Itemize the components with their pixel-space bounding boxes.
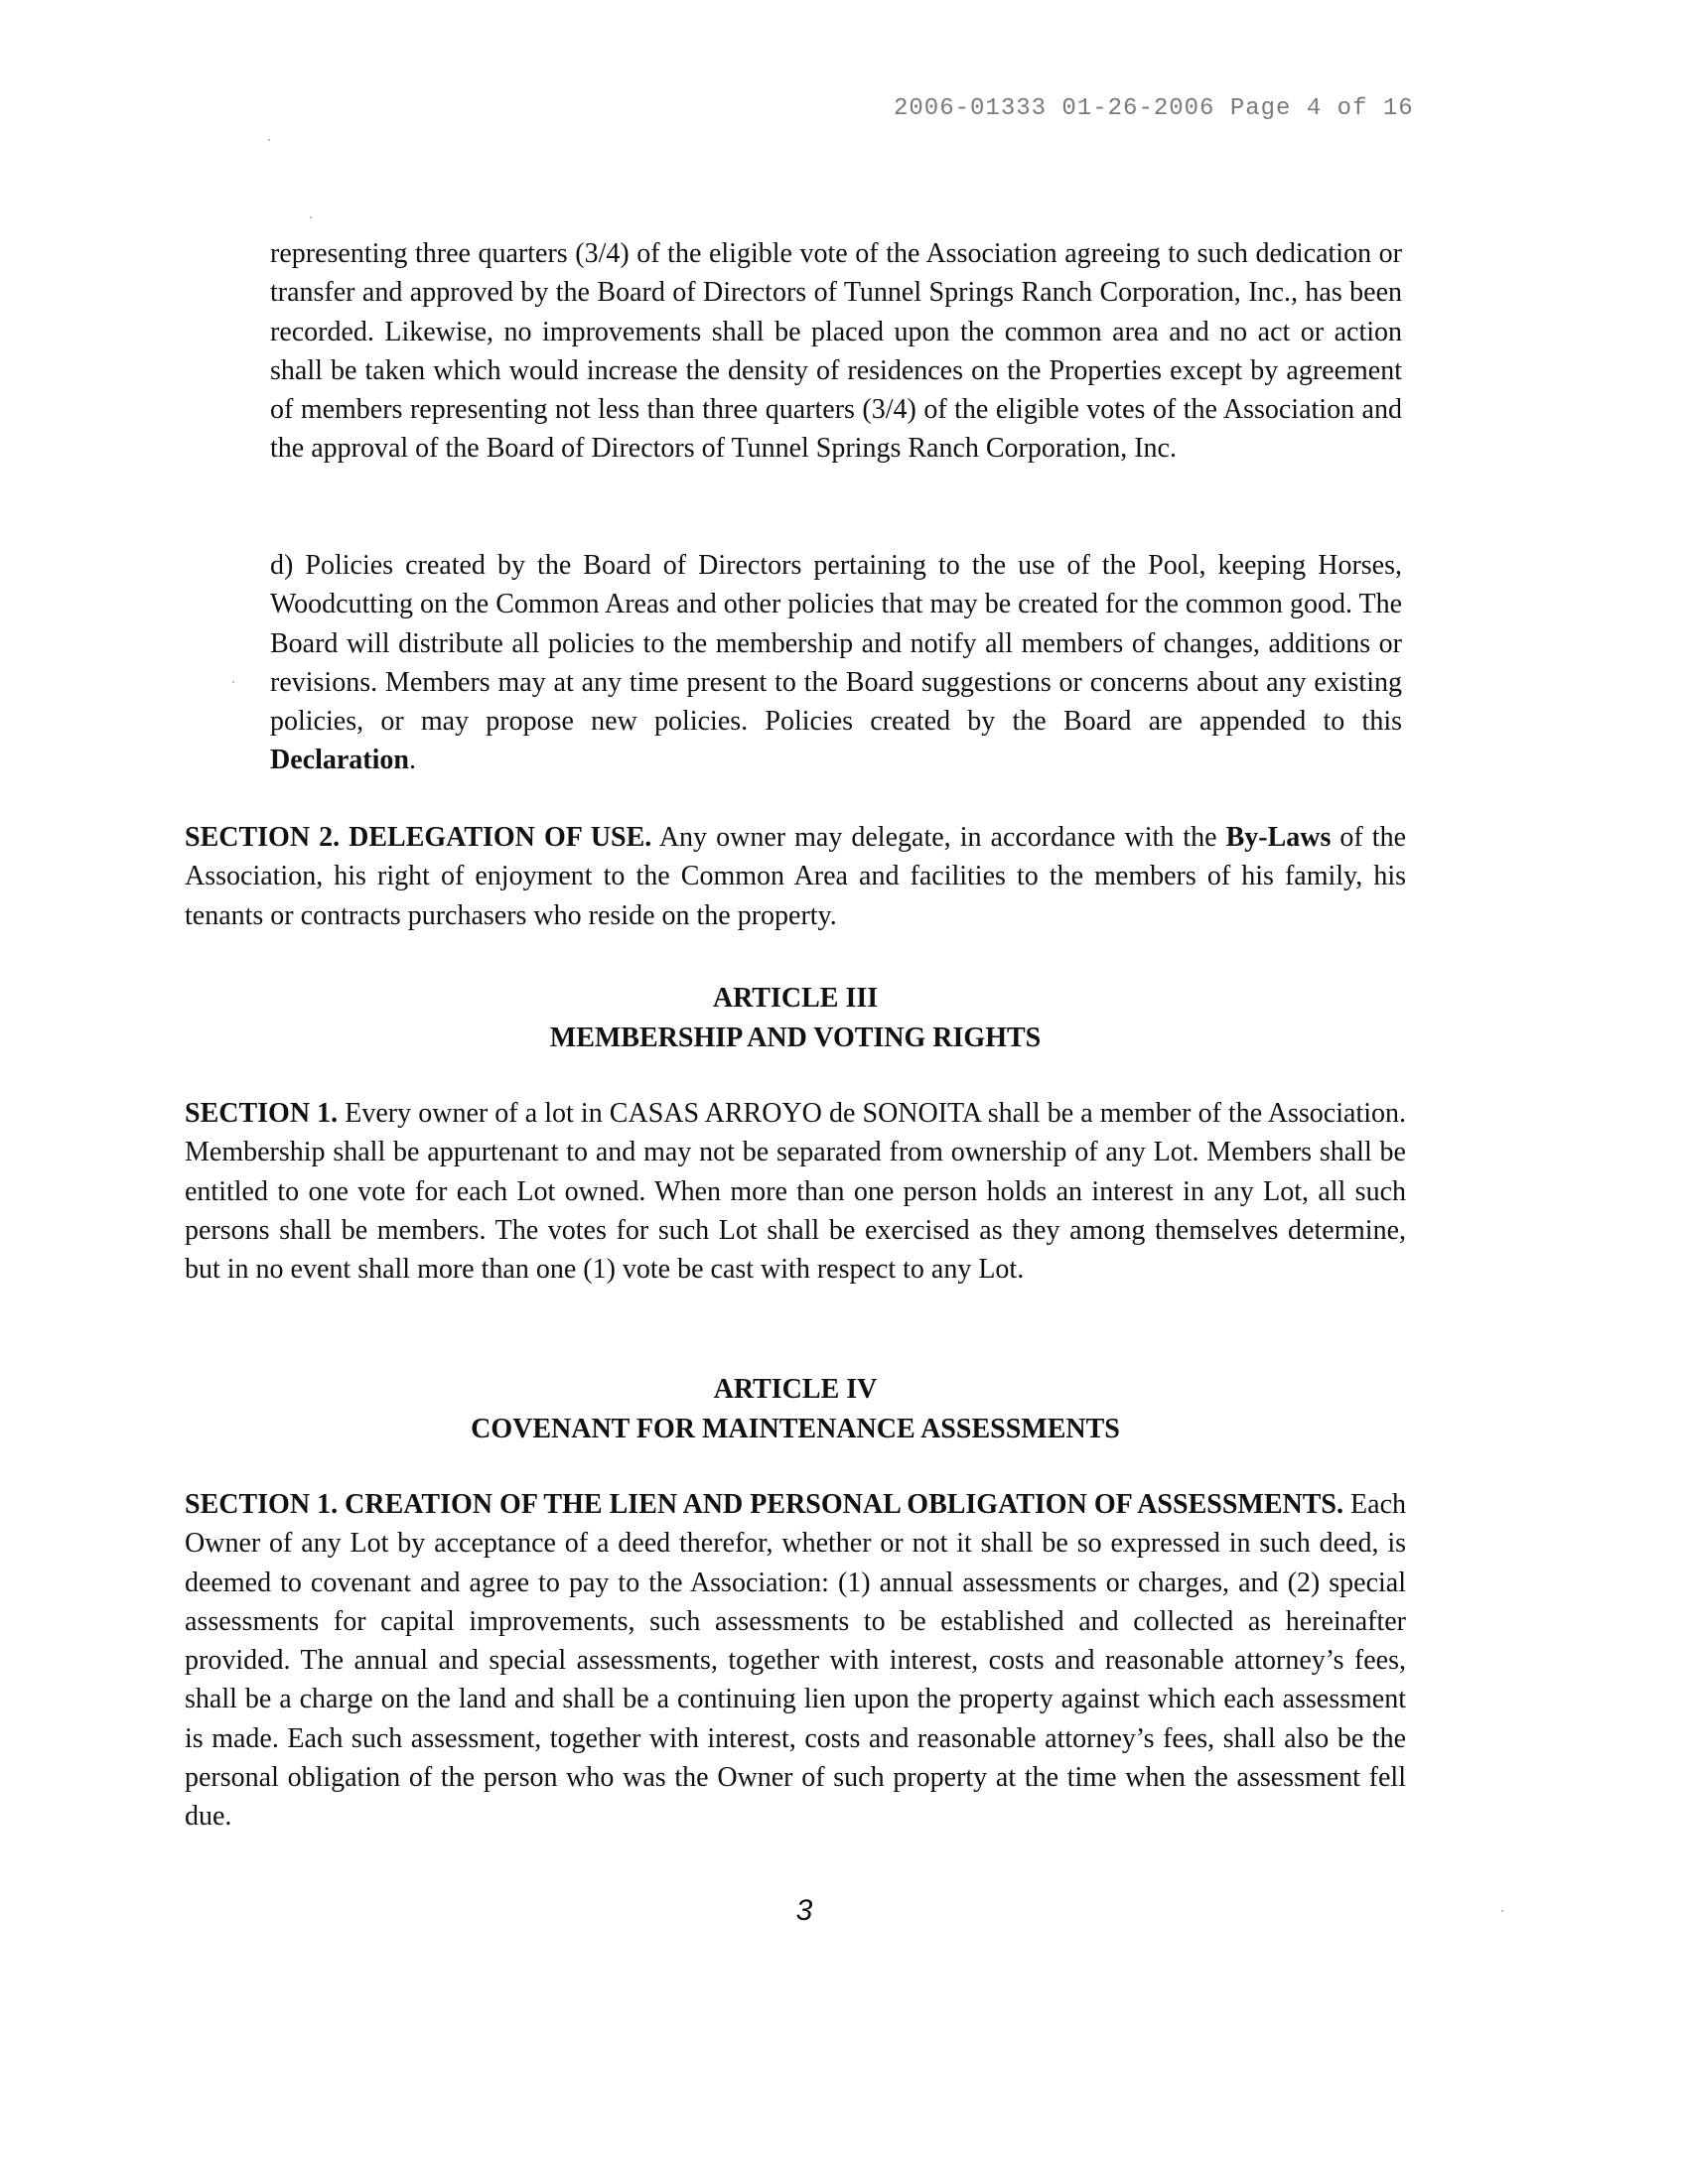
article-4-section-1	[185, 1485, 1406, 1837]
section-2-label: SECTION 2. DELEGATION OF USE.	[185, 822, 652, 853]
recording-stamp: 2006-01333 01-26-2006 Page 4 of 16	[894, 95, 1414, 122]
policies-period: .	[408, 745, 416, 776]
article-3-section-1-text: Every owner of a lot in CASAS ARROYO de SONOITA shall be a member of the Association. Membership shall be appurtenant to and may not be separated from ownership of any Lot. Members shall be entitled to one vote for each Lot owned. When more than one person holds an interest in any Lot, all such persons shall be members. The votes for such Lot shall be exercised as they among themselves determine, but in no event shall more than one (1) vote be cast with respect to any Lot.	[185, 1098, 1407, 1286]
policies-declaration-term: Declaration	[270, 745, 409, 776]
section-2-delegation-of-use	[185, 818, 1406, 935]
article-4-section-1-label: SECTION 1. CREATION OF THE LIEN AND PERSONAL OBLIGATION OF ASSESSMENTS.	[185, 1489, 1343, 1520]
policies-paragraph	[270, 546, 1402, 780]
article-4-title: ARTICLE IV	[713, 1374, 878, 1405]
scan-speck	[232, 681, 234, 683]
article-4-section-1-text: Each Owner of any Lot by acceptance of a deed therefor, whether or not it shall be so expressed in such deed, is deemed to covenant and agree to pay to the Association: (1) annual assessments or charges, and (2) special assessments for capital improvements, such assessments to be established and collected as hereinafter provided. The annual and special assessments, together with interest, costs and reasonable attorney’s fees, shall be a charge on the land and shall be a continuing lien upon the property against which each assessment is made. Each such assessment, together with interest, costs and reasonable attorney’s fees, shall also be the personal obligation of the person who was the Owner of such property at the time when the assessment fell due.	[185, 1489, 1406, 1833]
article-3-section-1-label: SECTION 1.	[185, 1098, 339, 1129]
continuation-paragraph: representing three quarters (3/4) of the eligible vote of the Association agreeing to such dedication or transfer and approved by the Board of Directors of Tunnel Springs Ranch Corporation, Inc., has been recorded. Likewise, no improvements shall be placed upon the common area and no act or action shall be taken which would increase the density of residences on the Properties except by agreement of members representing not less than three quarters (3/4) of the eligible votes of the Association and the approval of the Board of Directors of Tunnel Springs Ranch Corporation, Inc.	[270, 238, 1402, 465]
scan-speck	[268, 139, 270, 141]
policies-text: d) Policies created by the Board of Directors pertaining to the use of the Pool, keeping Horses, Woodcutting on the Common Areas and other policies that may be created for the common good. The Board will distribute all policies to the membership and notify all members of changes, additions or revisions. Members may at any time present to the Board suggestions or concerns about any existing policies, or may propose new policies. Policies created by the Board are appended to this	[270, 550, 1402, 738]
section-2-text-before: Any owner may delegate, in accordance with the	[651, 822, 1226, 853]
page-number: 3	[795, 1894, 813, 1927]
scan-speck	[1501, 1910, 1503, 1912]
article-3-section-1	[185, 1094, 1406, 1289]
article-3-subtitle: MEMBERSHIP AND VOTING RIGHTS	[549, 1023, 1042, 1053]
article-3-title: ARTICLE III	[712, 983, 879, 1014]
bylaws-term: By-Laws	[1225, 822, 1332, 853]
section-2-text-after: of the Association, his right of enjoyment to the Common Area and facilities to the members of his family, his tenants or contracts purchasers who reside on the property.	[185, 822, 1406, 931]
article-4-subtitle: COVENANT FOR MAINTENANCE ASSESSMENTS	[471, 1414, 1120, 1444]
scan-speck	[310, 216, 312, 218]
